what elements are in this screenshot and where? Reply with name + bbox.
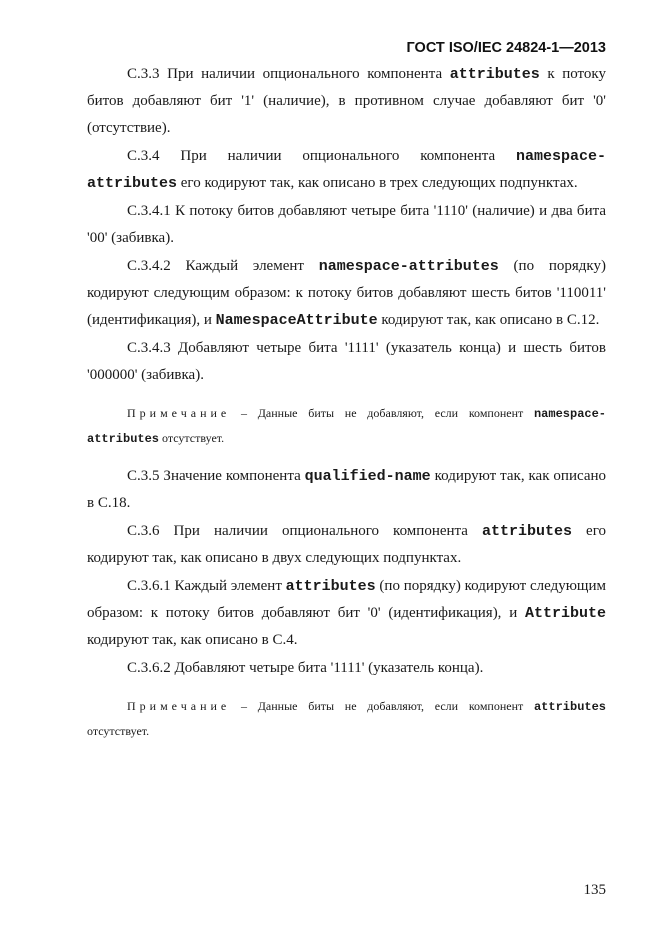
paragraph-c-3-5: С.3.5 Значение компонента qualified-name кодируют так, как описано в С.18. [87,468,607,511]
code-term: namespace-attributes [318,258,499,275]
paragraph-c-3-4-2: С.3.4.2 Каждый элемент namespace-attributes (по порядку) кодируют следующим образом: к потоку битов добавляют шесть битов '110011' (идентификация), и NamespaceAttribute кодируют так, как описано в С.12. [87,258,606,329]
paragraph-c-3-4-1: С.3.4.1 К потоку битов добавляют четыре бита '1110' (наличие) и два бита '00' (забивка). [87,203,606,246]
document-body [87,61,606,743]
code-term: attributes [533,700,606,714]
code-term: qualified-name [304,468,431,485]
paragraph-c-3-4: С.3.4 При наличии опционального компонента namespace-attributes его кодируют так, как описано в трех следующих подпунктах. [87,148,606,192]
paragraph-c-3-6-2: С.3.6.2 Добавляют четыре бита '1111' (указатель конца). [127,660,484,676]
document-header: ГОСТ ISO/IEC 24824-1—2013 [406,40,606,56]
page-number: 135 [583,882,606,898]
code-term: attributes [449,66,540,83]
code-term: attributes [285,578,376,595]
paragraph-c-3-6: С.3.6 При наличии опционального компонента attributes его кодируют так, как описано в двух следующих подпунктах. [87,523,606,566]
paragraph-c-3-6-1: С.3.6.1 Каждый элемент attributes (по порядку) кодируют следующим образом: к потоку битов добавляют бит '0' (идентификация), и Attribute кодируют так, как описано в С.4. [87,578,606,648]
code-term: namespace-attributes [87,407,606,446]
note-1: Примечание – Данные биты не добавляют, если компонент namespace-attributes отсутствует. [87,406,606,446]
code-term: namespace-attributes [87,148,606,192]
paragraph-c-3-3: С.3.3 При наличии опционального компонента attributes к потоку битов добавляют бит '1' (наличие), в противном случае добавляют бит '0' (отсутствие). [87,66,606,136]
code-term: Attribute [524,605,606,622]
code-term: attributes [481,523,572,540]
note-label: Примечание [127,406,231,420]
paragraph-c-3-4-3: С.3.4.3 Добавляют четыре бита '1111' (указатель конца) и шесть битов '000000' (забивка). [87,340,606,383]
note-label: Примечание [127,699,231,713]
note-2: Примечание – Данные биты не добавляют, если компонент attributes отсутствует. [87,699,606,738]
code-term: NamespaceAttribute [215,312,378,329]
